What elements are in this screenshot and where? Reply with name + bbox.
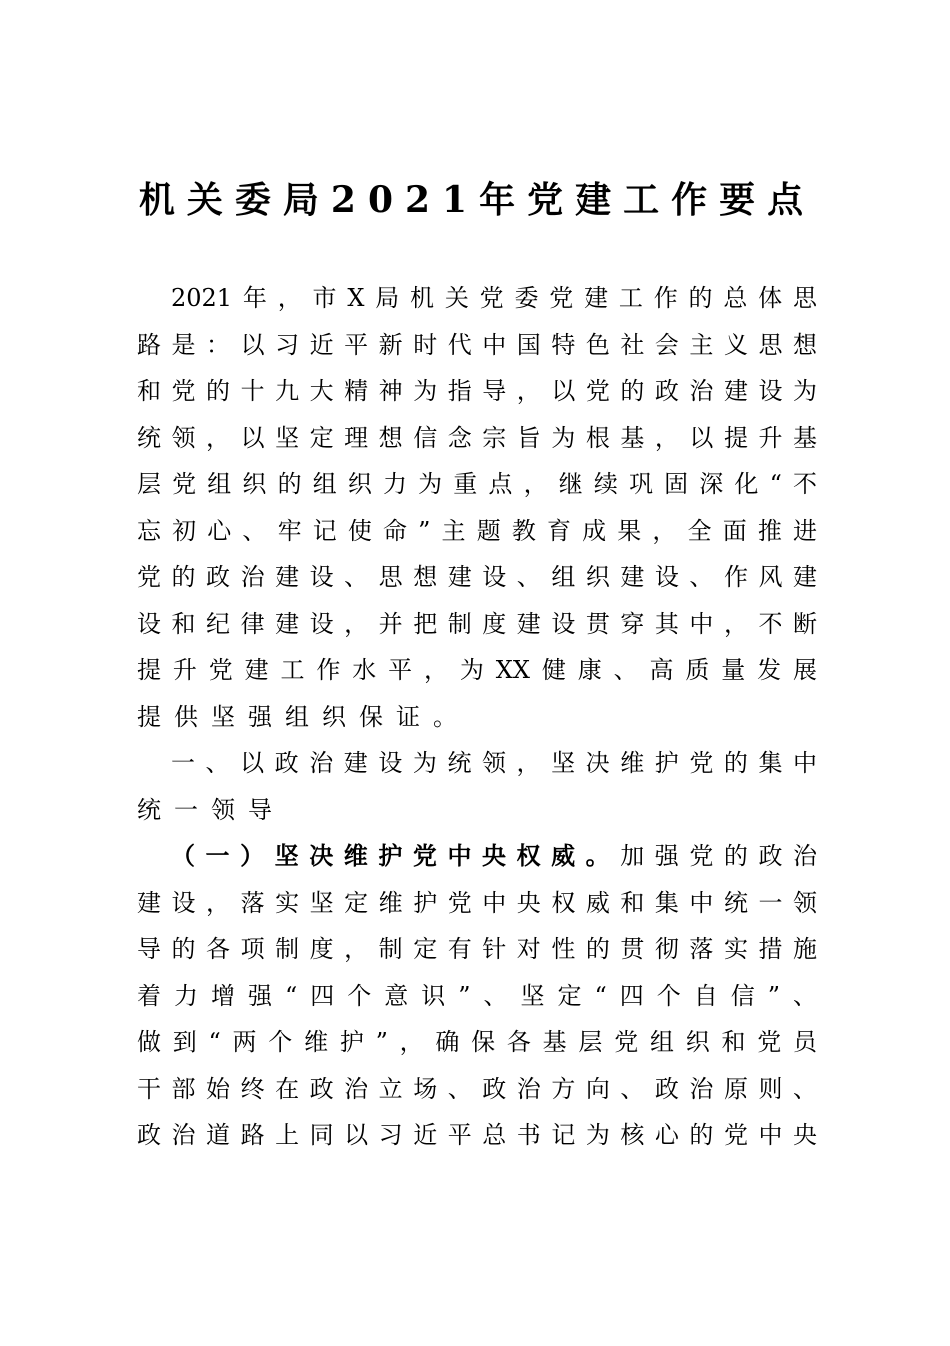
paragraph-line: 提升党建工作水平，为XX健康、高质量发展: [137, 656, 817, 684]
paragraph-line: 统领，以坚定理想信念宗旨为根基，以提升基: [137, 423, 817, 452]
subsection-first-line-text: 加强党的政治: [620, 842, 817, 870]
paragraph-line: 做到“两个维护”，确保各基层党组织和党员: [137, 1028, 817, 1056]
paragraph-line: 党的政治建设、思想建设、组织建设、作风建: [137, 563, 817, 591]
paragraph-line: 忘初心、牢记使命”主题教育成果，全面推进: [137, 516, 817, 545]
paragraph-line: 2021年，市X局机关党委党建工作的总体思: [171, 284, 817, 312]
subsection-first-line: [137, 833, 817, 880]
document-title: 机关委局2021年党建工作要点: [138, 179, 816, 221]
paragraph-line: 建设，落实坚定维护党中央权威和集中统一领: [137, 888, 817, 917]
paragraph-line: 设和纪律建设，并把制度建设贯穿其中，不断: [137, 609, 817, 638]
paragraph-line: 层党组织的组织力为重点，继续巩固深化“不: [137, 470, 817, 498]
paragraph-line: 提供坚强组织保证。: [137, 702, 470, 731]
paragraph-line: 路是：以习近平新时代中国特色社会主义思想: [137, 330, 817, 359]
subsection-heading: （一）坚决维护党中央权威。: [171, 842, 621, 870]
section-heading-line: 统一领导: [137, 795, 285, 824]
paragraph-line: 干部始终在政治立场、政治方向、政治原则、: [137, 1074, 817, 1103]
paragraph-line: 导的各项制度，制定有针对性的贯彻落实措施: [137, 935, 817, 963]
section-heading-line: 一、以政治建设为统领，坚决维护党的集中: [171, 749, 817, 777]
paragraph-line: 着力增强“四个意识”、坚定“四个自信”、: [137, 981, 817, 1010]
paragraph-line: 政治道路上同以习近平总书记为核心的党中央: [137, 1121, 817, 1149]
paragraph-line: 和党的十九大精神为指导，以党的政治建设为: [137, 377, 817, 405]
document-body: [137, 275, 817, 1159]
